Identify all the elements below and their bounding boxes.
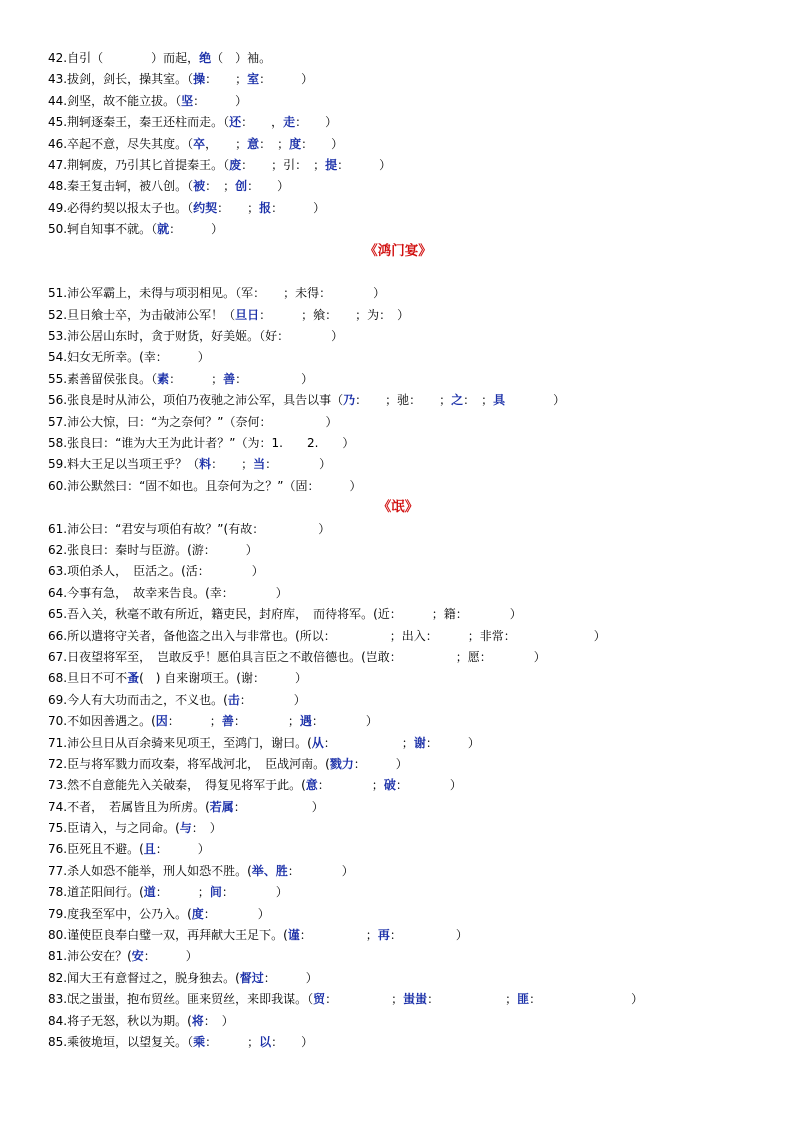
exercise-line: [48, 626, 748, 647]
exercise-text: 52.旦日飨士卒，为击破沛公军！（: [48, 307, 236, 322]
keyword-term: 就: [157, 222, 170, 237]
exercise-text: 79.度我至军中，公乃入。(: [48, 906, 192, 921]
exercise-line: [48, 946, 748, 967]
exercise-text: ： ，: [241, 115, 284, 130]
exercise-text: ： ）: [271, 200, 326, 215]
exercise-text: 66.所以遣将守关者，备他盗之出入与非常也。(所以： ；出入： ；非常： ）: [48, 628, 606, 643]
exercise-line: [48, 1011, 748, 1032]
keyword-term: 破: [383, 778, 396, 793]
exercise-text: 72.臣与将军戮力而攻秦，将军战河北， 臣战河南。(: [48, 756, 330, 771]
exercise-text: ： ）: [425, 735, 480, 750]
keyword-term: 之: [451, 393, 464, 408]
keyword-term: 还: [229, 115, 242, 130]
keyword-term: 约契: [193, 200, 218, 215]
exercise-text: ： ）: [193, 93, 248, 108]
exercise-text: 70.不如因善遇之。(: [48, 714, 156, 729]
exercise-text: ： ）: [191, 821, 222, 836]
exercise-text: ）: [505, 393, 566, 408]
keyword-term: 当: [253, 457, 266, 472]
exercise-line: [48, 604, 748, 625]
exercise-text: ： ）: [143, 949, 198, 964]
exercise-text: ： ）: [233, 799, 324, 814]
keyword-term: 蚩蚩: [403, 992, 428, 1007]
exercise-line: [48, 647, 748, 668]
exercise-text: ： ）: [203, 906, 270, 921]
keyword-term: 提: [325, 157, 338, 172]
exercise-text: 71.沛公旦日从百余骑来见项王，至鸿门，谢曰。(: [48, 735, 312, 750]
exercise-line: [48, 668, 748, 689]
spacer: [48, 262, 748, 283]
keyword-term: 度: [289, 136, 302, 151]
keyword-term: 具: [493, 393, 506, 408]
keyword-term: 举、胜: [251, 863, 288, 878]
exercise-text: 76.臣死且不避。(: [48, 842, 144, 857]
exercise-line: [48, 925, 748, 946]
exercise-text: 64.今事有急， 故幸来告良。(幸： ）: [48, 585, 288, 600]
section-hongmenyan: [48, 283, 748, 497]
keyword-term: 旦日: [235, 307, 260, 322]
keyword-term: 安: [131, 949, 144, 964]
exercise-text: ： ）: [221, 885, 288, 900]
section-mang: [48, 519, 748, 1054]
exercise-text: ： ；: [155, 885, 210, 900]
exercise-line: [48, 818, 748, 839]
exercise-text: 81.沛公安在？(: [48, 949, 132, 964]
exercise-text: 69.今人有大功而击之，不义也。(: [48, 692, 228, 707]
exercise-text: ： ；驰： ；: [355, 393, 452, 408]
keyword-term: 坚: [181, 93, 194, 108]
exercise-text: ： ）: [271, 1034, 314, 1049]
exercise-line: [48, 733, 748, 754]
exercise-line: [48, 540, 748, 561]
exercise-text: ： ）: [287, 863, 354, 878]
exercise-text: 55.素善留侯张良。（: [48, 371, 158, 386]
exercise-text: 57.沛公大惊，曰：“为之奈何？”（奈何： ）: [48, 414, 338, 429]
keyword-term: 室: [247, 72, 260, 87]
keyword-term: 创: [235, 179, 248, 194]
keyword-term: 乘: [193, 1034, 206, 1049]
section-jingke: [48, 48, 748, 241]
keyword-term: 善: [223, 371, 236, 386]
keyword-term: 遇: [299, 714, 312, 729]
exercise-text: ： ）: [311, 714, 378, 729]
keyword-term: 且: [143, 842, 156, 857]
exercise-text: ： ）: [169, 222, 224, 237]
keyword-term: 间: [209, 885, 222, 900]
exercise-line: [48, 989, 748, 1010]
keyword-term: 废: [229, 157, 242, 172]
exercise-text: ： ）: [301, 136, 344, 151]
exercise-line: [48, 711, 748, 732]
exercise-text: ： ）: [247, 179, 290, 194]
exercise-text: ： ；: [323, 735, 414, 750]
exercise-line: [48, 112, 748, 133]
exercise-text: 56.张良是时从沛公，项伯乃夜驰之沛公军，具告以事（: [48, 393, 344, 408]
exercise-line: [48, 882, 748, 903]
section-title-mang: 《氓》: [377, 499, 419, 516]
exercise-text: 53.沛公居山东时，贪于财货，好美姬。（好： ）: [48, 329, 344, 344]
exercise-line: [48, 48, 748, 69]
keyword-term: 谢: [413, 735, 426, 750]
exercise-text: ： ）: [529, 992, 644, 1007]
exercise-text: 45.荆轲逐秦王，秦王还柱而走。（: [48, 115, 230, 130]
exercise-line: [48, 219, 748, 240]
exercise-text: 51.沛公军霸上，未得与项羽相见。（军： ；未得： ）: [48, 286, 386, 301]
exercise-text: ： ）: [203, 1013, 234, 1028]
exercise-text: ： ；: [169, 371, 224, 386]
exercise-line: [48, 904, 748, 925]
keyword-term: 素: [157, 371, 170, 386]
exercise-text: 44.剑坚，故不能立拔。（: [48, 93, 182, 108]
exercise-text: 80.谨使臣良奉白璧一双，再拜献大王足下。(: [48, 928, 288, 943]
exercise-text: ： ）: [263, 970, 318, 985]
exercise-text: ： ；: [205, 72, 248, 87]
exercise-line: [48, 583, 748, 604]
exercise-line: [48, 476, 748, 497]
keyword-term: 将: [191, 1013, 204, 1028]
exercise-text: ： ；: [217, 200, 260, 215]
exercise-text: 67.日夜望将军至， 岂敢反乎！愿伯具言臣之不敢倍德也。(岂敢： ；愿： ）: [48, 649, 546, 664]
keyword-term: 匪: [517, 992, 530, 1007]
exercise-text: 54.妇女无所幸。(幸： ）: [48, 350, 210, 365]
section-title-hongmenyan: 《鸿门宴》: [364, 242, 432, 259]
exercise-text: 68.旦日不可不: [48, 671, 128, 686]
exercise-text: ： ）: [265, 457, 332, 472]
keyword-term: 因: [155, 714, 168, 729]
exercise-text: 75.臣请入，与之同命。(: [48, 821, 180, 836]
exercise-line: [48, 412, 748, 433]
exercise-text: 59.料大王足以当项王乎？（: [48, 457, 200, 472]
keyword-term: 从: [311, 735, 324, 750]
exercise-text: ： ）: [235, 371, 314, 386]
exercise-line: [48, 176, 748, 197]
keyword-term: 贸: [313, 992, 326, 1007]
exercise-line: [48, 326, 748, 347]
exercise-text: ： ；: [325, 992, 404, 1007]
keyword-term: 再: [377, 928, 390, 943]
exercise-text: ： ；: [233, 714, 300, 729]
exercise-text: 82.闻大王有意督过之，脱身独去。(: [48, 970, 240, 985]
exercise-text: ： ）: [295, 115, 338, 130]
keyword-term: 乃: [343, 393, 356, 408]
exercise-line: [48, 433, 748, 454]
exercise-line: [48, 1032, 748, 1053]
exercise-text: ( ) 自来谢项王。(谢： ）: [139, 671, 307, 686]
keyword-term: 度: [191, 906, 204, 921]
exercise-text: 74.不者， 若属皆且为所虏。(: [48, 799, 210, 814]
exercise-text: ： ；: [427, 992, 518, 1007]
exercise-line: [48, 797, 748, 818]
exercise-text: ： ；飨： ；为： ）: [259, 307, 410, 322]
exercise-line: [48, 91, 748, 112]
exercise-text: 84.将子无怒，秋以为期。(: [48, 1013, 192, 1028]
exercise-text: ： ；: [463, 393, 494, 408]
exercise-text: 42.自引（ ）而起，: [48, 51, 200, 65]
exercise-text: ： ；: [211, 457, 254, 472]
exercise-line: [48, 390, 748, 411]
document-page: [48, 48, 748, 1053]
exercise-text: ， ；: [205, 136, 248, 151]
keyword-term: 与: [179, 821, 192, 836]
exercise-text: ： ）: [337, 157, 392, 172]
keyword-term: 戮力: [329, 756, 354, 771]
exercise-line: [48, 839, 748, 860]
exercise-line: [48, 454, 748, 475]
exercise-text: ： ；引： ；: [241, 157, 326, 172]
keyword-term: 若属: [209, 799, 234, 814]
exercise-line: [48, 968, 748, 989]
keyword-term: 料: [199, 457, 212, 472]
exercise-text: 48.秦王复击轲，被八创。（: [48, 179, 194, 194]
exercise-line: [48, 561, 748, 582]
exercise-line: [48, 69, 748, 90]
exercise-line: [48, 861, 748, 882]
keyword-term: 操: [193, 72, 206, 87]
exercise-line: [48, 690, 748, 711]
exercise-text: ： ）: [389, 928, 468, 943]
exercise-line: [48, 283, 748, 304]
exercise-text: ： ；: [299, 928, 378, 943]
keyword-term: 督过: [239, 970, 264, 985]
exercise-text: 83.氓之蚩蚩，抱布贸丝。匪来贸丝，来即我谋。（: [48, 992, 314, 1007]
keyword-term: 走: [283, 115, 296, 130]
exercise-text: ： ；: [259, 136, 290, 151]
exercise-text: ： ）: [395, 778, 462, 793]
exercise-line: [48, 775, 748, 796]
exercise-text: ： ）: [259, 72, 314, 87]
exercise-text: 63.项伯杀人， 臣活之。(活： ）: [48, 564, 264, 579]
exercise-text: 73.然不自意能先入关破秦， 得复见将军于此。(: [48, 778, 306, 793]
exercise-text: ： ；: [167, 714, 222, 729]
exercise-text: 77.杀人如恐不能举，刑人如恐不胜。(: [48, 863, 252, 878]
exercise-text: 43.拔剑，剑长，操其室。（: [48, 72, 194, 87]
exercise-text: 47.荆轲废，乃引其匕首提秦王。（: [48, 157, 230, 172]
exercise-text: 65.吾入关，秋毫不敢有所近，籍吏民，封府库， 而待将军。(近： ；籍： ）: [48, 607, 522, 622]
keyword-term: 报: [259, 200, 272, 215]
keyword-term: 意: [247, 136, 260, 151]
keyword-term: 被: [193, 179, 206, 194]
exercise-text: ： ）: [155, 842, 210, 857]
exercise-text: 85.乘彼垝垣，以望复关。（: [48, 1034, 194, 1049]
keyword-term: 善: [221, 714, 234, 729]
exercise-text: 78.道芷阳间行。(: [48, 885, 144, 900]
exercise-text: ： ；: [205, 179, 236, 194]
exercise-line: [48, 134, 748, 155]
exercise-line: [48, 369, 748, 390]
exercise-text: ： ；: [317, 778, 384, 793]
keyword-term: 蚤: [127, 671, 140, 686]
keyword-term: 击: [227, 692, 240, 707]
keyword-term: 意: [305, 778, 318, 793]
exercise-text: ： ；: [205, 1034, 260, 1049]
exercise-text: 60.沛公默然曰：“固不如也。且奈何为之？”（固： ）: [48, 478, 362, 493]
exercise-text: ： ）: [239, 692, 306, 707]
keyword-term: 道: [143, 885, 156, 900]
exercise-line: [48, 519, 748, 540]
exercise-text: ： ）: [353, 756, 408, 771]
exercise-text: 61.沛公曰：“君安与项伯有故？”(有故： ）: [48, 521, 331, 536]
exercise-line: [48, 305, 748, 326]
exercise-line: [48, 347, 748, 368]
keyword-term: 绝: [199, 51, 212, 65]
exercise-line: [48, 198, 748, 219]
exercise-text: 58.张良曰：“谁为大王为此计者？”（为：1. 2. ）: [48, 436, 355, 451]
keyword-term: 谨: [287, 928, 300, 943]
keyword-term: 以: [259, 1034, 272, 1049]
exercise-line: [48, 754, 748, 775]
keyword-term: 卒: [193, 136, 206, 151]
exercise-text: 49.必得约契以报太子也。（: [48, 200, 194, 215]
exercise-text: （ ）袖。: [211, 51, 272, 65]
exercise-text: 46.卒起不意，尽失其度。（: [48, 136, 194, 151]
exercise-line: [48, 155, 748, 176]
exercise-text: 62.张良曰：秦时与臣游。(游： ）: [48, 542, 258, 557]
exercise-text: 50.轲自知事不就。（: [48, 222, 158, 237]
